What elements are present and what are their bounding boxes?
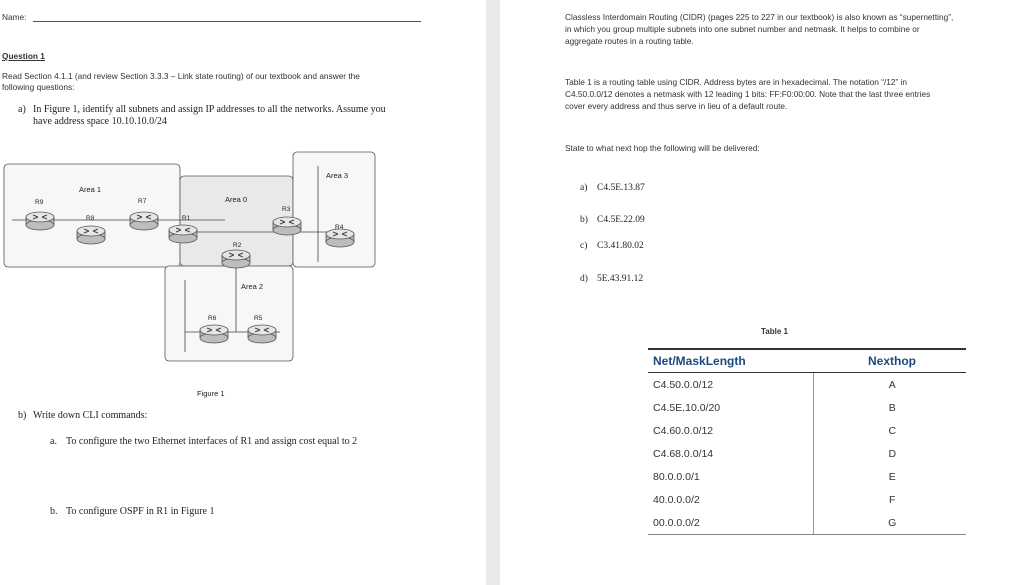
router-r6-label: R6 xyxy=(208,315,217,322)
item-b-value: C4.5E.22.09 xyxy=(597,215,645,225)
item-c-label: c) xyxy=(580,241,588,251)
table-row xyxy=(648,511,966,535)
table-para-line-1: Table 1 is a routing table using CIDR. Address bytes are in hexadecimal. The notation “/12” in xyxy=(565,77,908,87)
header-net-mask: Net/MaskLength xyxy=(653,354,746,368)
network-diagram xyxy=(0,140,486,410)
table-row xyxy=(648,373,966,397)
table-header-row xyxy=(648,349,966,373)
area-2-label: Area 2 xyxy=(241,282,264,291)
net-cell: C4.68.0.0/14 xyxy=(653,447,714,460)
table-row xyxy=(648,442,966,465)
intro-line-1: Read Section 4.1.1 (and review Section 3.3.3 – Link state routing) of our textbook and answer the xyxy=(2,71,360,81)
net-cell: 80.0.0.0/1 xyxy=(653,470,700,483)
item-c-value: C3.41.80.02 xyxy=(597,241,644,251)
cidr-para-line-3: aggregate routes in a routing table. xyxy=(565,36,694,46)
table-row xyxy=(648,488,966,511)
figure-caption: Figure 1 xyxy=(197,389,225,398)
item-d-value: 5E.43.91.12 xyxy=(597,274,644,284)
name-line xyxy=(33,21,421,22)
router-r8-label: R8 xyxy=(86,215,95,222)
router-r4-label: R4 xyxy=(335,224,344,231)
area-3-label: Area 3 xyxy=(326,171,349,180)
name-label: Name: xyxy=(2,12,27,22)
table-row xyxy=(648,396,966,419)
cidr-para-line-1: Classless Interdomain Routing (CIDR) (pages 225 to 227 in our textbook) is also known as “supernetting”, xyxy=(565,12,954,22)
area-1-label: Area 1 xyxy=(79,185,102,194)
state-prompt: State to what next hop the following will be delivered: xyxy=(565,143,760,153)
left-page xyxy=(0,0,486,585)
area-3-box xyxy=(293,152,375,267)
table-row xyxy=(648,465,966,488)
question-title: Question 1 xyxy=(2,51,45,61)
header-nexthop: Nexthop xyxy=(868,354,916,368)
right-page xyxy=(500,0,1024,585)
sub-a-label: a. xyxy=(50,436,57,447)
area-0-label: Area 0 xyxy=(225,195,248,204)
router-r3-label: R3 xyxy=(282,206,291,213)
cidr-para-line-2: in which you group multiple subnets into one subnet number and netmask. It helps to combine or xyxy=(565,24,920,34)
router-r1-label: R1 xyxy=(182,215,191,222)
item-a-value: C4.5E.13.87 xyxy=(597,183,645,193)
table-title: Table 1 xyxy=(761,327,788,336)
router-r2-label: R2 xyxy=(233,242,242,249)
sub-a-text: To configure the two Ethernet interfaces of R1 and assign cost equal to 2 xyxy=(66,436,358,447)
hop-cell: C xyxy=(813,419,966,442)
sub-b-text: To configure OSPF in R1 in Figure 1 xyxy=(66,506,215,517)
question-a-line-2: have address space 10.10.10.0/24 xyxy=(33,116,167,127)
net-cell: C4.5E.10.0/20 xyxy=(653,401,721,414)
item-a-label: a) xyxy=(580,183,588,193)
table-para-line-3: cover every address and thus serve in lieu of a default route. xyxy=(565,101,788,111)
net-cell: 00.0.0.0/2 xyxy=(648,511,813,535)
router-r5-label: R5 xyxy=(254,315,263,322)
question-a-label: a) xyxy=(18,104,26,115)
hop-cell: F xyxy=(813,488,966,511)
hop-cell: G xyxy=(813,511,966,535)
hop-cell: B xyxy=(813,396,966,419)
question-b-label: b) xyxy=(18,410,27,421)
hop-cell: D xyxy=(813,442,966,465)
net-cell: C4.60.0.0/12 xyxy=(653,424,714,437)
item-b-label: b) xyxy=(580,215,588,225)
net-cell: 40.0.0.0/2 xyxy=(653,493,700,506)
question-a-line-1: In Figure 1, identify all subnets and assign IP addresses to all the networks. Assume you xyxy=(33,104,386,115)
hop-cell: E xyxy=(813,465,966,488)
sub-b-label: b. xyxy=(50,506,58,517)
hop-cell: A xyxy=(813,373,966,397)
table-row xyxy=(648,419,966,442)
router-r9-label: R9 xyxy=(35,199,44,206)
router-r7-label: R7 xyxy=(138,198,147,205)
area-2-box xyxy=(165,266,293,361)
net-cell: C4.50.0.0/12 xyxy=(648,373,813,397)
item-d-label: d) xyxy=(580,274,588,284)
intro-line-2: following questions: xyxy=(2,82,75,92)
routing-table xyxy=(648,348,966,535)
question-b-text: Write down CLI commands: xyxy=(33,410,148,421)
table-para-line-2: C4.50.0.0/12 denotes a netmask with 12 leading 1 bits: FF:F0:00:00. Note that the last three entries xyxy=(565,89,931,99)
